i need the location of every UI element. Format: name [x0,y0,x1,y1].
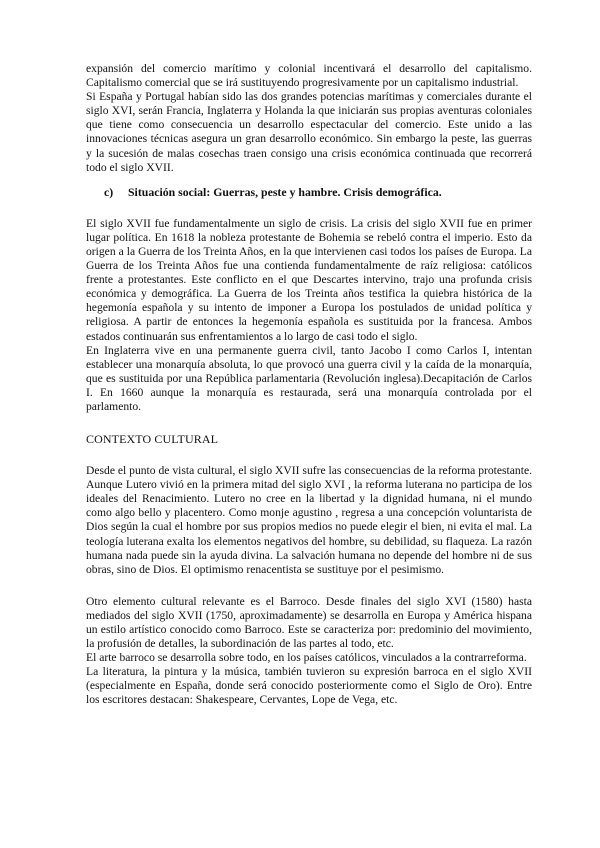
intro-paragraph-1: expansión del comercio marítimo y colonial incentivará el desarrollo del capitalismo. Capitalismo comercial que se irá sustituyendo progresivamente por un capitalismo industrial. [86,62,532,90]
heading-text: Situación social: Guerras, peste y hambre. Crisis demográfica. [128,184,442,199]
section-title-cultural: CONTEXTO CULTURAL [86,432,219,447]
social-paragraph-1: El siglo XVII fue fundamentalmente un siglo de crisis. La crisis del siglo XVII fue en primer lugar política. En 1618 la nobleza protestante de Bohemia se rebeló contra el imperio. Esto da origen a la Guerra de los Treinta Años, en la que intervienen casi todos los países de Europa. La Guerra de los Treinta Años fue una contienda fundamentalmente de raíz religiosa: católicos frente a protestantes. Este conflicto en el que Descartes intervino, trajo una profunda crisis económica y demográfica. La Guerra de los Treinta años testifica la quiebra histórica de la hegemonía española y su intento de imponer a Europa los postulados de unidad política y religiosa. A partir de entonces la hegemonía española es sustituida por la francesa. Ambos estados continuarán sus enfrentamientos a lo largo de casi todo el siglo. [86,216,532,343]
social-situation-heading [86,185,532,199]
baroque-paragraph-2: El arte barroco se desarrolla sobre todo, en los países católicos, vinculados a la contrarreforma. [86,651,527,665]
intro-paragraph-2: Si España y Portugal habían sido las dos grandes potencias marítimas y comerciales durante el siglo XVI, serán Francia, Inglaterra y Holanda la que iniciarán sus propias aventuras coloniales que tiene como consecuencia un desarrollo espectacular del comercio. Este unido a las innovaciones técnicas asegura un gran desarrollo económico. Sin embargo la peste, las guerras y la sucesión de malas cosechas traen consigo una crisis económica continuada que recorrerá todo el siglo XVII. [86,90,532,174]
cultural-paragraph: Desde el punto de vista cultural, el siglo XVII sufre las consecuencias de la reforma protestante. Aunque Lutero vivió en la primera mitad del siglo XVI , la reforma luterana no participa de los ideales del Renacimiento. Lutero no cree en la libertad y la dignidad humana, ni el mundo como algo bello y placentero. Como monje agustino , regresa a una concepción voluntarista de Dios según la cual el hombre por sus propios medios no puede elegir el bien, ni evita el mal. La teología luterana exalta los elementos negativos del hombre, su debilidad, su flaqueza. La razón humana nada puede sin la ayuda divina. La salvación humana no depende del hombre ni de sus obras, sino de Dios. El optimismo renacentista se sustituye por el pesimismo. [86,464,532,576]
baroque-paragraph-1: Otro elemento cultural relevante es el Barroco. Desde finales del siglo XVI (1580) hasta mediados del siglo XVII (1750, aproximadamente) se desarrolla en Europa y América hispana un estilo artístico conocido como Barroco. Este se caracteriza por: predominio del movimiento, la profusión de detalles, la subordinación de las partes al todo, etc. [86,594,532,651]
baroque-paragraph-3: La literatura, la pintura y la música, también tuvieron su expresión barroca en el siglo XVII (especialmente en España, donde será conocido posteriormente como el Siglo de Oro). Entre los escritores destacan: Shakespeare, Cervantes, Lope de Vega, etc. [86,665,532,707]
heading-marker: c) [104,184,114,199]
social-paragraph-2: En Inglaterra vive en una permanente guerra civil, tanto Jacobo I como Carlos I, intentan establecer una monarquía absoluta, lo que provocó una guerra civil y la caída de la monarquía, que es sustituida por una República parlamentaria (Revolución inglesa).Decapitación de Carlos I. En 1660 aunque la monarquía es restaurada, será una monarquía controlada por el parlamento. [86,343,532,413]
